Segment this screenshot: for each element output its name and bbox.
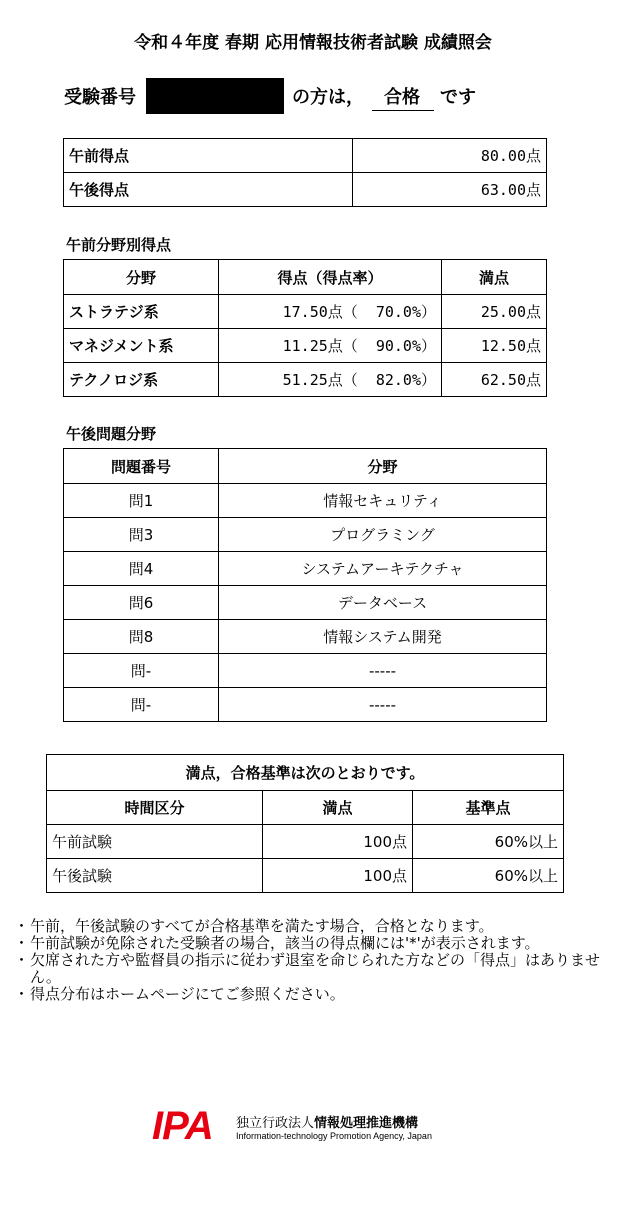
field-max: 62.50点: [442, 363, 547, 397]
question-field: データベース: [219, 586, 547, 620]
period-pass: 60%以上: [413, 825, 564, 859]
question-field: 情報システム開発: [219, 620, 547, 654]
pm-score-value: 63.00点: [353, 173, 547, 207]
col-header-score: 得点（得点率）: [219, 260, 442, 295]
period-max: 100点: [263, 859, 413, 893]
org-name: 独立行政法人情報処理推進機構: [236, 1116, 419, 1131]
question-number: 問8: [64, 620, 219, 654]
pm-fields-table: [63, 448, 547, 722]
col-header-max: 満点: [263, 791, 413, 825]
field-score: 17.50点（ 70.0%）: [219, 295, 442, 329]
table-row: [64, 620, 547, 654]
table-row: [64, 654, 547, 688]
question-number: 問-: [64, 654, 219, 688]
pm-fields-heading: 午後問題分野: [66, 425, 157, 443]
question-number: 問4: [64, 552, 219, 586]
col-header-pass: 基準点: [413, 791, 564, 825]
col-header-max: 満点: [442, 260, 547, 295]
table-header-row: [47, 791, 564, 825]
field-max: 25.00点: [442, 295, 547, 329]
bullet: ・: [14, 985, 30, 1003]
col-header-period: 時間区分: [47, 791, 263, 825]
note-item: ・ 午前，午後試験のすべてが合格基準を満たす場合，合格となります。: [14, 917, 494, 935]
notes-list: [14, 918, 614, 1003]
note-item: ・ 欠席された方や監督員の指示に従わず退室を命じられた方などの「得点」はありません。: [14, 951, 601, 986]
org-name-en: Information-technology Promotion Agency, Japan: [236, 1131, 432, 1141]
period-label: 午前試験: [47, 825, 263, 859]
question-field: システムアーキテクチャ: [219, 552, 547, 586]
score-summary-table: [63, 138, 547, 207]
ipa-logo-mark: IPA: [152, 1104, 213, 1148]
period-pass: 60%以上: [413, 859, 564, 893]
table-row: [47, 859, 564, 893]
field-name: ストラテジ系: [64, 295, 219, 329]
question-number: 問6: [64, 586, 219, 620]
page-title: 令和４年度 春期 応用情報技術者試験 成績照会: [134, 33, 492, 53]
table-row: [64, 173, 547, 207]
field-name: テクノロジ系: [64, 363, 219, 397]
question-number: 問3: [64, 518, 219, 552]
pm-score-label: 午後得点: [64, 173, 353, 207]
criteria-caption: 満点，合格基準は次のとおりです。: [47, 755, 564, 791]
am-fields-table: [63, 259, 547, 397]
table-header-row: [64, 260, 547, 295]
table-row: [64, 586, 547, 620]
period-label: 午後試験: [47, 859, 263, 893]
field-name: マネジメント系: [64, 329, 219, 363]
question-field: プログラミング: [219, 518, 547, 552]
table-header-row: [64, 449, 547, 484]
table-caption-row: [47, 755, 564, 791]
exam-ending: です: [440, 87, 476, 108]
exam-number-label: 受験番号: [64, 87, 136, 108]
table-row: [64, 688, 547, 722]
field-score: 11.25点（ 90.0%）: [219, 329, 442, 363]
table-row: [64, 329, 547, 363]
question-field: -----: [219, 654, 547, 688]
table-row: [64, 552, 547, 586]
question-field: -----: [219, 688, 547, 722]
table-row: [64, 363, 547, 397]
question-number: 問-: [64, 688, 219, 722]
col-header-question: 問題番号: [64, 449, 219, 484]
redacted-exam-number: [146, 78, 284, 114]
note-item: ・ 午前試験が免除された受験者の場合，該当の得点欄には'*'が表示されます。: [14, 934, 540, 952]
question-field: 情報セキュリティ: [219, 484, 547, 518]
bullet: ・: [14, 951, 30, 969]
criteria-table: [46, 754, 564, 893]
col-header-field: 分野: [64, 260, 219, 295]
am-fields-heading: 午前分野別得点: [66, 236, 172, 254]
exam-result: 合格: [372, 86, 434, 111]
table-row: [64, 295, 547, 329]
col-header-field: 分野: [219, 449, 547, 484]
field-score: 51.25点（ 82.0%）: [219, 363, 442, 397]
bullet: ・: [14, 917, 30, 935]
am-score-label: 午前得点: [64, 139, 353, 173]
am-score-value: 80.00点: [353, 139, 547, 173]
note-item: ・ 得点分布はホームページにてご参照ください。: [14, 985, 345, 1003]
table-row: [64, 518, 547, 552]
question-number: 問1: [64, 484, 219, 518]
exam-suffix: の方は，: [292, 87, 364, 108]
period-max: 100点: [263, 825, 413, 859]
table-row: [47, 825, 564, 859]
table-row: [64, 139, 547, 173]
exam-result-line: [64, 80, 476, 110]
bullet: ・: [14, 934, 30, 952]
table-row: [64, 484, 547, 518]
field-max: 12.50点: [442, 329, 547, 363]
